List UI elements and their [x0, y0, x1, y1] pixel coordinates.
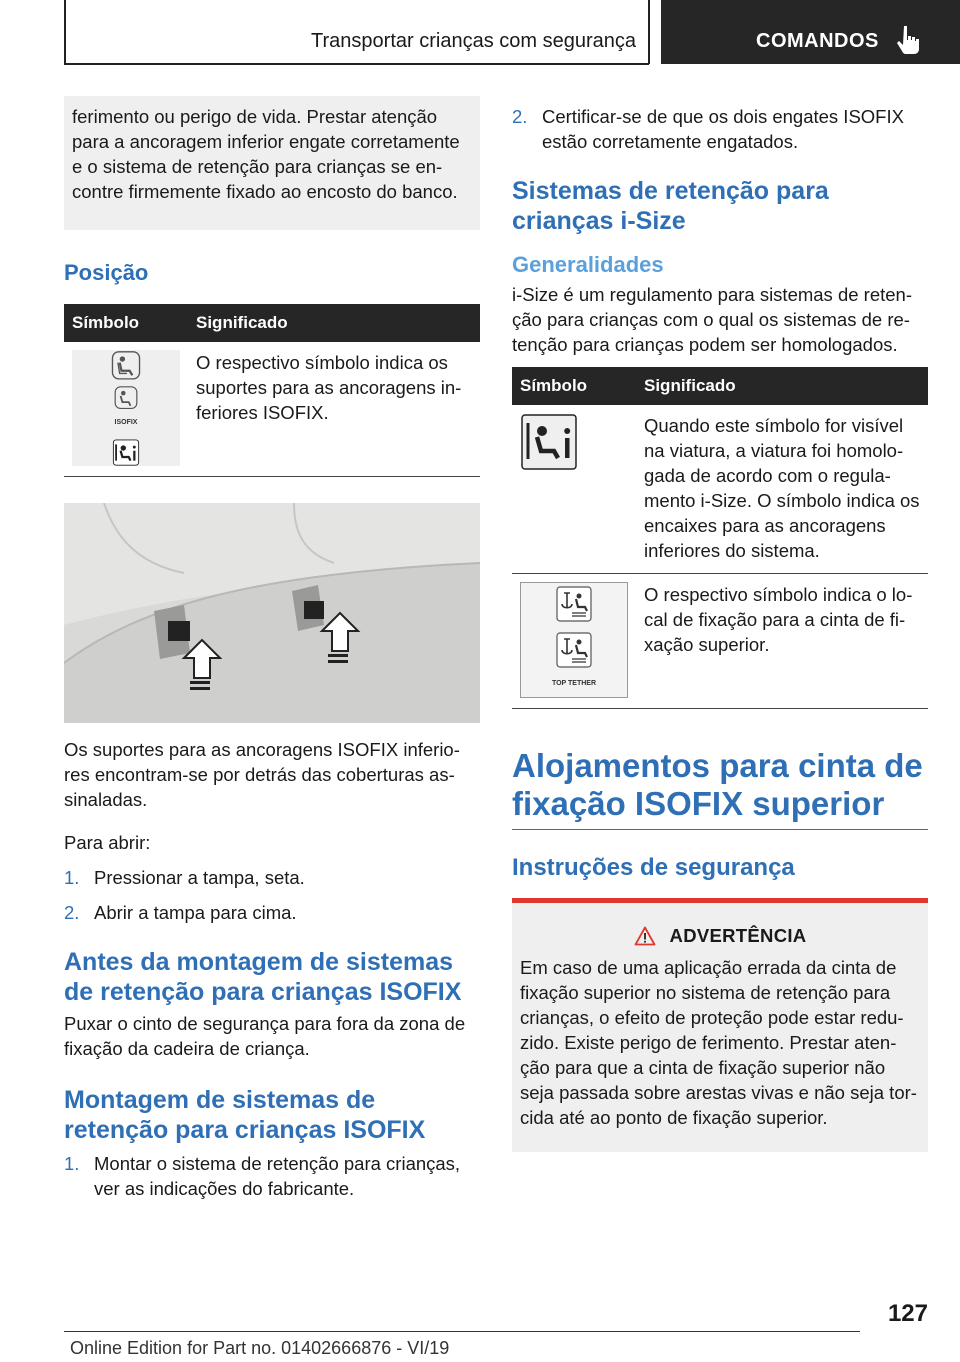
- list-text: Abrir a tampa para cima.: [94, 902, 297, 923]
- photo-caption: Os suportes para as ancoragens ISOFIX inferio-res encontram-se por detrás das coberturas as-sinaladas.: [64, 739, 460, 810]
- hand-pointer-icon: [895, 24, 923, 56]
- isofix-anchor-icon: [111, 439, 141, 466]
- before-mounting-text: Puxar o cinto de segurança para fora da zona de fixação da cadeira de criança.: [64, 1013, 466, 1059]
- open-intro: Para abrir:: [64, 832, 151, 853]
- note-box: ferimento ou perigo de vida. Prestar atenção para a ancoragem inferior engate corretamente e o sistema de retenção para crianças se en-contre firmemente fixado ao encosto do banco.: [64, 96, 480, 230]
- list-number: 1.: [64, 867, 80, 888]
- footer-edition: Online Edition for Part no. 01402666876 - VI/19: [70, 1338, 450, 1358]
- anchor-tether-icon: [555, 631, 593, 669]
- header-bottom-rule: [64, 63, 649, 65]
- mounting-heading: Montagem de sistemas de retenção para crianças ISOFIX: [64, 1086, 426, 1144]
- list-item: [64, 1151, 480, 1201]
- left-column: [64, 96, 480, 1201]
- child-seat-icon: [109, 350, 143, 381]
- right-column: [512, 104, 928, 1152]
- table-row: [512, 405, 928, 574]
- tether-heading: Alojamentos para cinta de fixação ISOFIX superior: [512, 747, 923, 822]
- isofix-seat-photo: [64, 503, 480, 723]
- top-tether-label: TOP TETHER: [551, 679, 597, 687]
- chapter-badge-label: COMANDOS: [756, 30, 879, 52]
- warning-header: [520, 925, 920, 947]
- generalities-heading: Generalidades: [512, 252, 664, 277]
- isofix-symbols: [72, 350, 180, 466]
- header-divider: [648, 0, 650, 64]
- top-tether-symbols: [520, 582, 628, 698]
- table-header-meaning: Significado: [188, 304, 480, 342]
- isofix-symbol-table: [64, 304, 480, 477]
- footer-rule: [64, 1331, 860, 1332]
- table-row: [64, 342, 480, 477]
- isize-symbol-icon: [520, 413, 578, 471]
- list-number: 2.: [64, 902, 80, 923]
- mounting-steps-list: [64, 1151, 480, 1201]
- rear-seat-illustration: [64, 503, 480, 723]
- warning-title: ADVERTÊNCIA: [669, 925, 807, 946]
- isize-symbol-table: [512, 367, 928, 709]
- table-header-symbol: Símbolo: [512, 367, 636, 405]
- list-number: 2.: [512, 106, 528, 127]
- safety-heading: Instruções de segurança: [512, 854, 795, 881]
- isize-heading: Sistemas de retenção para crianças i-Size: [512, 177, 829, 235]
- anchor-tether-icon: [555, 585, 593, 623]
- list-item: [64, 865, 480, 890]
- warning-box: [512, 898, 928, 1152]
- list-text: Montar o sistema de retenção para crianças, ver as indicações do fabricante.: [94, 1153, 461, 1199]
- before-mounting-heading: Antes da montagem de sistemas de retenção para crianças ISOFIX: [64, 948, 462, 1006]
- page-number: 127: [887, 1300, 928, 1327]
- section-title: Transportar crianças com segurança: [311, 30, 636, 52]
- warning-triangle-icon: [634, 926, 656, 946]
- child-seat-icon: [112, 385, 140, 410]
- list-number: 1.: [64, 1153, 80, 1174]
- list-text: Certificar-se de que os dois engates ISOFIX estão corretamente engatados.: [542, 106, 904, 152]
- list-text: Pressionar a tampa, seta.: [94, 867, 305, 888]
- table-cell-meaning: O respectivo símbolo indica o lo-cal de fixação para a cinta de fi-xação superior.: [636, 574, 928, 709]
- position-heading: Posição: [64, 260, 149, 285]
- table-cell-meaning: Quando este símbolo for visível na viatura, a viatura foi homolo-gada de acordo com o regula-mento i-Size. O símbolo indica os encaixes para as ancoragens inferiores do sistema.: [636, 405, 928, 574]
- table-row: [512, 574, 928, 709]
- list-item: [512, 104, 928, 154]
- table-cell-meaning: O respectivo símbolo indica os suportes para as ancoragens in-feriores ISOFIX.: [188, 342, 480, 477]
- table-header-symbol: Símbolo: [64, 304, 188, 342]
- table-header-meaning: Significado: [636, 367, 928, 405]
- open-steps-list: [64, 865, 480, 925]
- list-item: [64, 900, 480, 925]
- isofix-label: ISOFIX: [114, 418, 138, 426]
- tether-heading-rule: [512, 829, 928, 830]
- generalities-text: i-Size é um regulamento para sistemas de reten-ção para crianças com o qual os sistemas de re-tenção para crianças podem ser homologados.: [512, 284, 912, 355]
- warning-text: Em caso de uma aplicação errada da cinta de fixação superior no sistema de retenção para crianças, o efeito de proteção pode estar redu-zido. Existe perigo de ferimento. Prestar aten-ção para que a cinta de fixação superior não seja passada sobre arestas vivas e não seja tor-cida até ao ponto de fixação superior.: [520, 957, 917, 1128]
